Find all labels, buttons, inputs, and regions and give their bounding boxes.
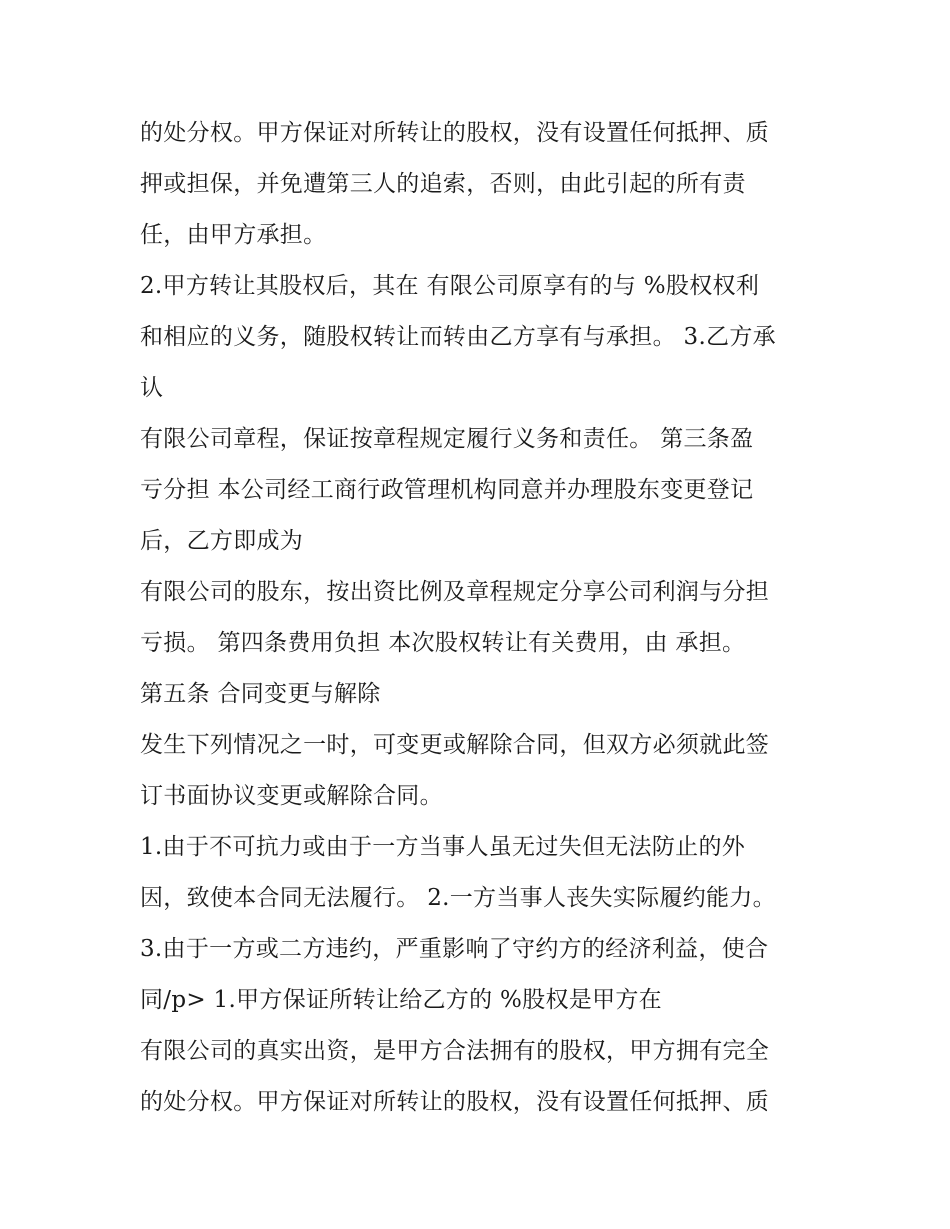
text-line: 亏分担 本公司经工商行政管理机构同意并办理股东变更登记 <box>140 477 754 503</box>
text-line: 后，乙方即成为 <box>140 528 304 554</box>
text-line: 发生下列情况之一时，可变更或解除合同，但双方必须就此签 <box>140 732 770 758</box>
text-line: 任，由甲方承担。 <box>140 222 327 248</box>
text-line: 押或担保，并免遭第三人的追索，否则，由此引起的所有责 <box>140 171 746 197</box>
text-line: 同/p> 1.甲方保证所转让给乙方的 %股权是甲方在 <box>140 987 662 1013</box>
text-line: 有限公司的股东，按出资比例及章程规定分享公司利润与分担 <box>140 579 770 605</box>
section-heading: 第五条 合同变更与解除 <box>140 681 381 707</box>
text-line: 有限公司章程，保证按章程规定履行义务和责任。 第三条盈 <box>140 426 754 452</box>
text-line: 1.由于不可抗力或由于一方当事人虽无过失但无法防止的外 <box>140 834 746 860</box>
text-line: 因，致使本合同无法履行。 2.一方当事人丧失实际履约能力。 <box>140 885 776 911</box>
text-line: 的处分权。甲方保证对所转让的股权，没有设置任何抵押、质 <box>140 1089 770 1115</box>
text-line: 2.甲方转让其股权后，其在 有限公司原享有的与 %股权权利 <box>140 273 760 299</box>
text-line: 认 <box>140 375 164 401</box>
text-line: 亏损。 第四条费用负担 本次股权转让有关费用，由 承担。 <box>140 630 746 656</box>
document-body <box>140 108 830 1128</box>
text-line: 的处分权。甲方保证对所转让的股权，没有设置任何抵押、质 <box>140 120 770 146</box>
text-line: 订书面协议变更或解除合同。 <box>140 783 443 809</box>
text-line: 3.由于一方或二方违约，严重影响了守约方的经济利益，使合 <box>140 936 769 962</box>
text-line: 有限公司的真实出资，是甲方合法拥有的股权，甲方拥有完全 <box>140 1038 770 1064</box>
text-line: 和相应的义务，随股权转让而转由乙方享有与承担。 3.乙方承 <box>140 324 776 350</box>
